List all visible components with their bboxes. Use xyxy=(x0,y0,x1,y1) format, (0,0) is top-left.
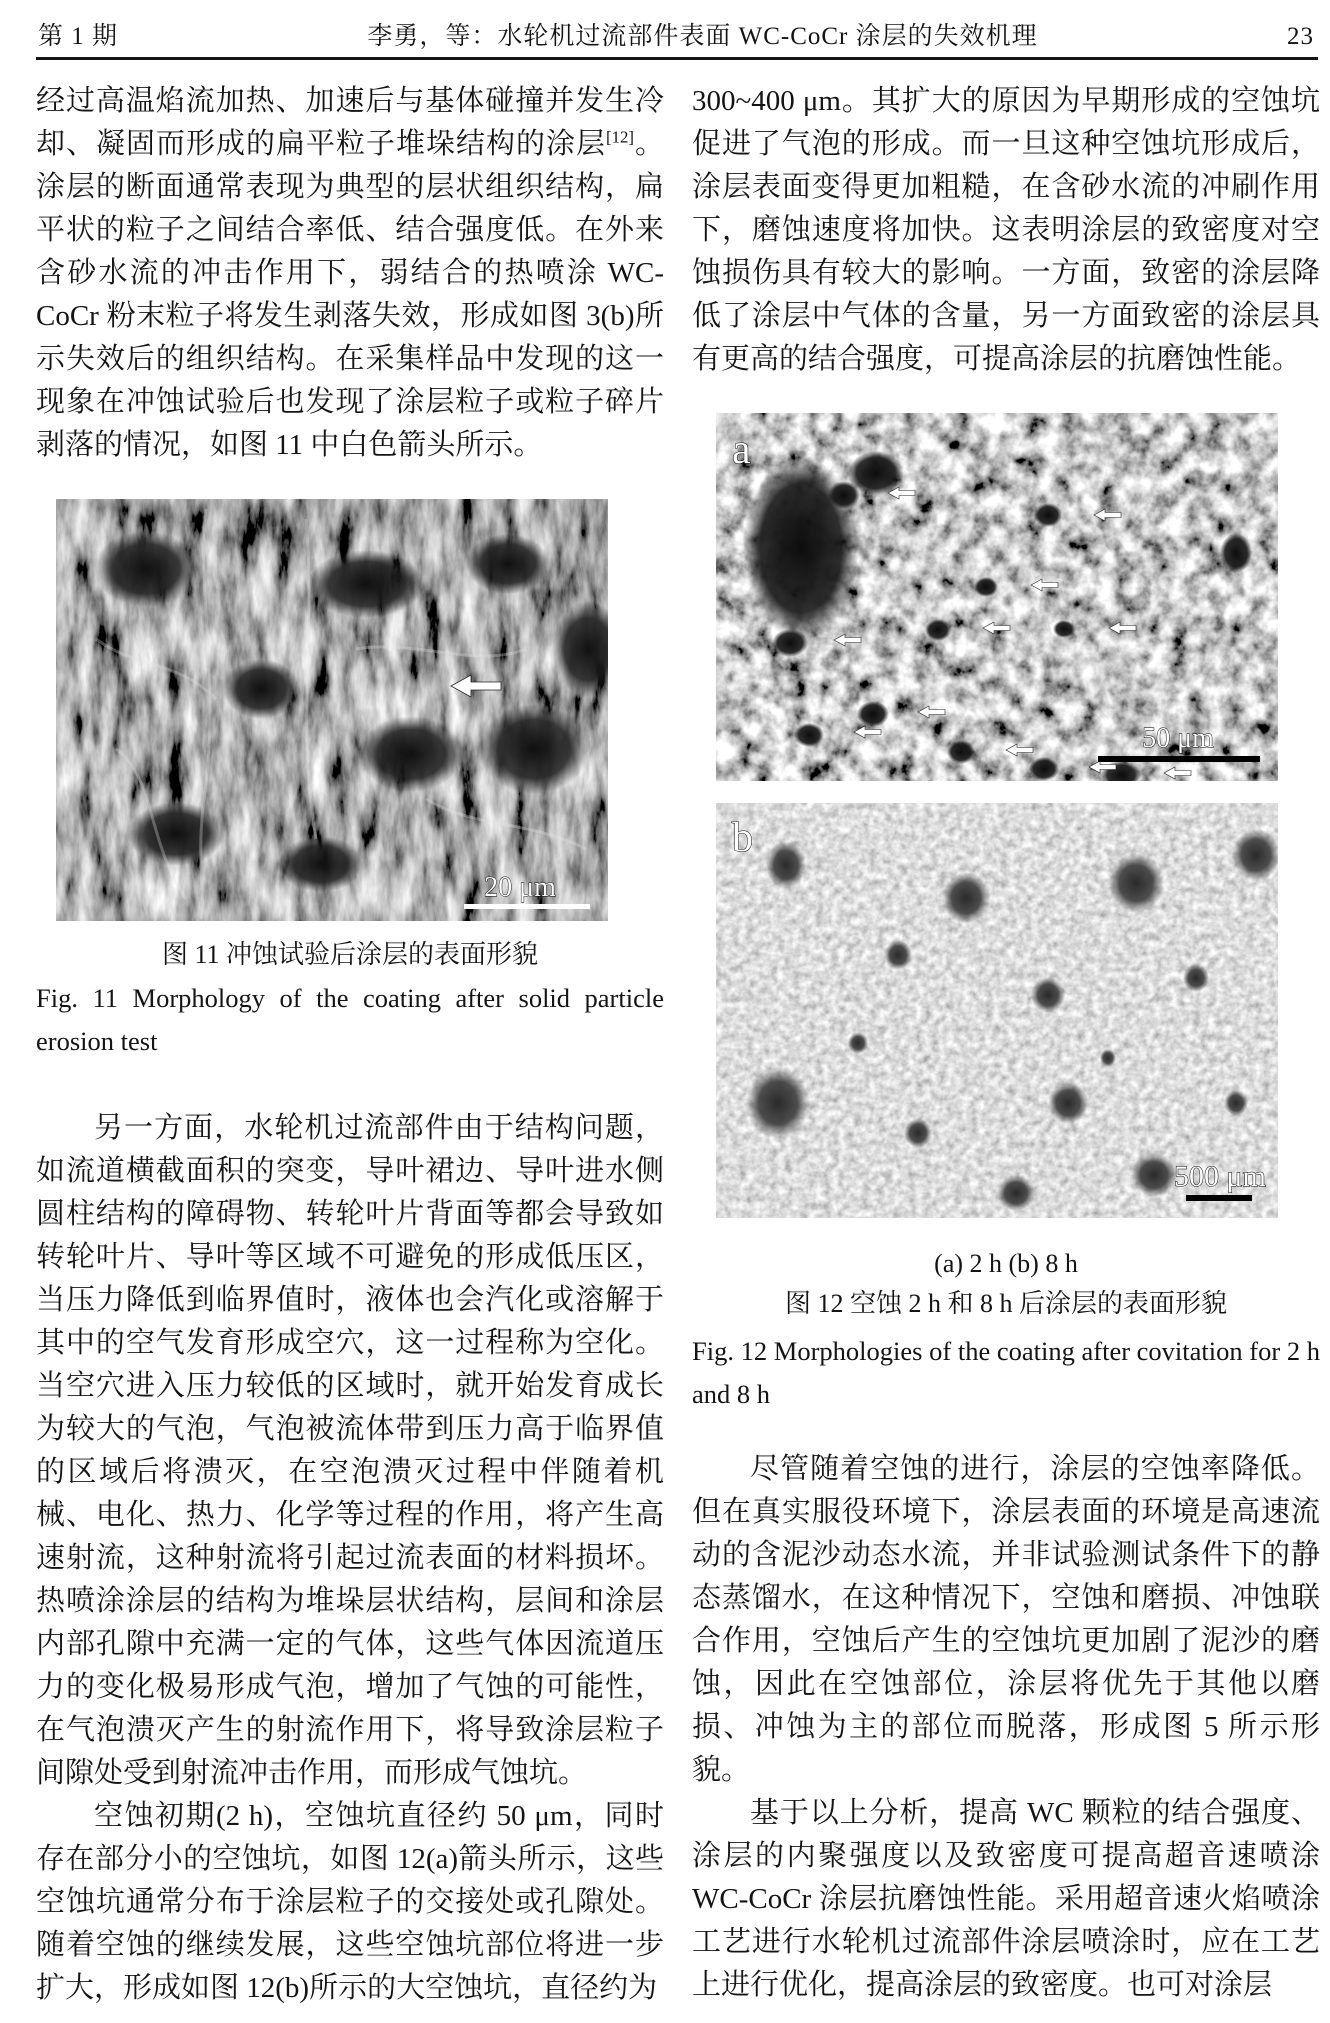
right-paragraph-1: 300~400 μm。其扩大的原因为早期形成的空蚀坑促进了气泡的形成。而一旦这种空蚀坑形成后，涂层表面变得更加粗糙，在含砂水流的冲刷作用下，磨蚀速度将加快。这表明涂层的致密度对空蚀损伤具有较大的影响。一方面，致密的涂层降低了涂层中气体的含量，另一方面致密的涂层具有更高的结合强度，可提高涂层的抗磨蚀性能。 xyxy=(692,85,1320,375)
left-paragraph-1 xyxy=(36,80,664,467)
figure-11-caption-cn: 图 11 冲蚀试验后涂层的表面形貌 xyxy=(161,940,539,969)
page-header xyxy=(38,16,1314,52)
figure-12-sub-caption: (a) 2 h (b) 8 h xyxy=(934,1249,1078,1278)
figure-12a-panel-label: a xyxy=(732,427,751,473)
reference-superscript: [12] xyxy=(605,127,634,147)
figure-12b-sem-image xyxy=(716,803,1278,1218)
header-page-number: 23 xyxy=(1286,23,1314,50)
figure-12a-scale-text: 50 μm xyxy=(1142,723,1214,754)
header-running-title: 李勇，等：水轮机过流部件表面 WC-CoCr 涂层的失效机理 xyxy=(367,23,1038,50)
figure-12-caption-cn: 图 12 空蚀 2 h 和 8 h 后涂层的表面形貌 xyxy=(784,1289,1227,1318)
figure-11-caption-en: Fig. 11 Morphology of the coating after solid particle erosion test xyxy=(36,983,664,1056)
right-paragraph-3: 基于以上分析，提高 WC 颗粒的结合强度、涂层的内聚强度以及致密度可提高超音速喷涂 WC-CoCr 涂层抗磨蚀性能。采用超音速火焰喷涂工艺进行水轮机过流部件涂层喷涂时，应在工艺上进行优化，提高涂层的致密度。也可对涂层 xyxy=(692,1797,1320,2001)
figure-12b-panel-label: b xyxy=(732,815,753,861)
figure-11-scale-text: 20 μm xyxy=(484,872,556,903)
left-paragraph-3: 空蚀初期(2 h)，空蚀坑直径约 50 μm，同时存在部分小的空蚀坑，如图 12(a)箭头所示，这些空蚀坑通常分布于涂层粒子的交接处或孔隙处。随着空蚀的继续发展，这些空蚀坑部位将进一步扩大，形成如图 12(b)所示的大空蚀坑，直径约为 xyxy=(36,1800,664,2004)
figure-12a-sem-image xyxy=(716,413,1278,781)
figure-12-caption-en: Fig. 12 Morphologies of the coating after covitation for 2 h and 8 h xyxy=(692,1336,1320,1409)
header-rule xyxy=(36,57,1318,60)
figure-12b-scale-text: 500 μm xyxy=(1174,1160,1266,1193)
left-paragraph-2: 另一方面，水轮机过流部件由于结构问题，如流道横截面积的突变，导叶裙边、导叶进水侧圆柱结构的障碍物、转轮叶片背面等都会导致如转轮叶片、导叶等区域不可避免的形成低压区，当压力降低到临界值时，液体也会汽化或溶解于其中的空气发育形成空穴，这一过程称为空化。当空穴进入压力较低的区域时，就开始发育成长为较大的气泡，气泡被流体带到压力高于临界值的区域后将溃灭，在空泡溃灭过程中伴随着机械、电化、热力、化学等过程的作用，将产生高速射流，这种射流将引起过流表面的材料损坏。热喷涂涂层的结构为堆垛层状结构，层间和涂层内部孔隙中充满一定的气体，这些气体因流道压力的变化极易形成气泡，增加了气蚀的可能性，在气泡溃灭产生的射流作用下，将导致涂层粒子间隙处受到射流冲击作用，而形成气蚀坑。 xyxy=(36,1112,664,1789)
right-paragraph-2: 尽管随着空蚀的进行，涂层的空蚀率降低。但在真实服役环境下，涂层表面的环境是高速流动的含泥沙动态水流，并非试验测试条件下的静态蒸馏水，在这种情况下，空蚀和磨损、冲蚀联合作用，空蚀后产生的空蚀坑更加剧了泥沙的磨蚀，因此在空蚀部位，涂层将优先于其他以磨损、冲蚀为主的部位而脱落，形成图 5 所示形貌。 xyxy=(692,1453,1320,1786)
right-column xyxy=(692,80,1320,2007)
left-paragraph-1-text: 经过高温焰流加热、加速后与基体碰撞并发生冷却、凝固而形成的扁平粒子堆垛结构的涂层 xyxy=(36,85,664,160)
left-paragraph-1-tail: 。涂层的断面通常表现为典型的层状组织结构，扁平状的粒子之间结合率低、结合强度低。在外来含砂水流的冲击作用下，弱结合的热喷涂 WC-CoCr 粉末粒子将发生剥落失效，形成如图 3(b)所示失效后的组织结构。在采集样品中发现的这一现象在冲蚀试验后也发现了涂层粒子或粒子碎片剥落的情况，如图 11 中白色箭头所示。 xyxy=(36,128,664,461)
figure-11-sem-image xyxy=(56,499,608,921)
left-column xyxy=(36,80,664,2010)
header-issue: 第 1 期 xyxy=(38,23,119,50)
